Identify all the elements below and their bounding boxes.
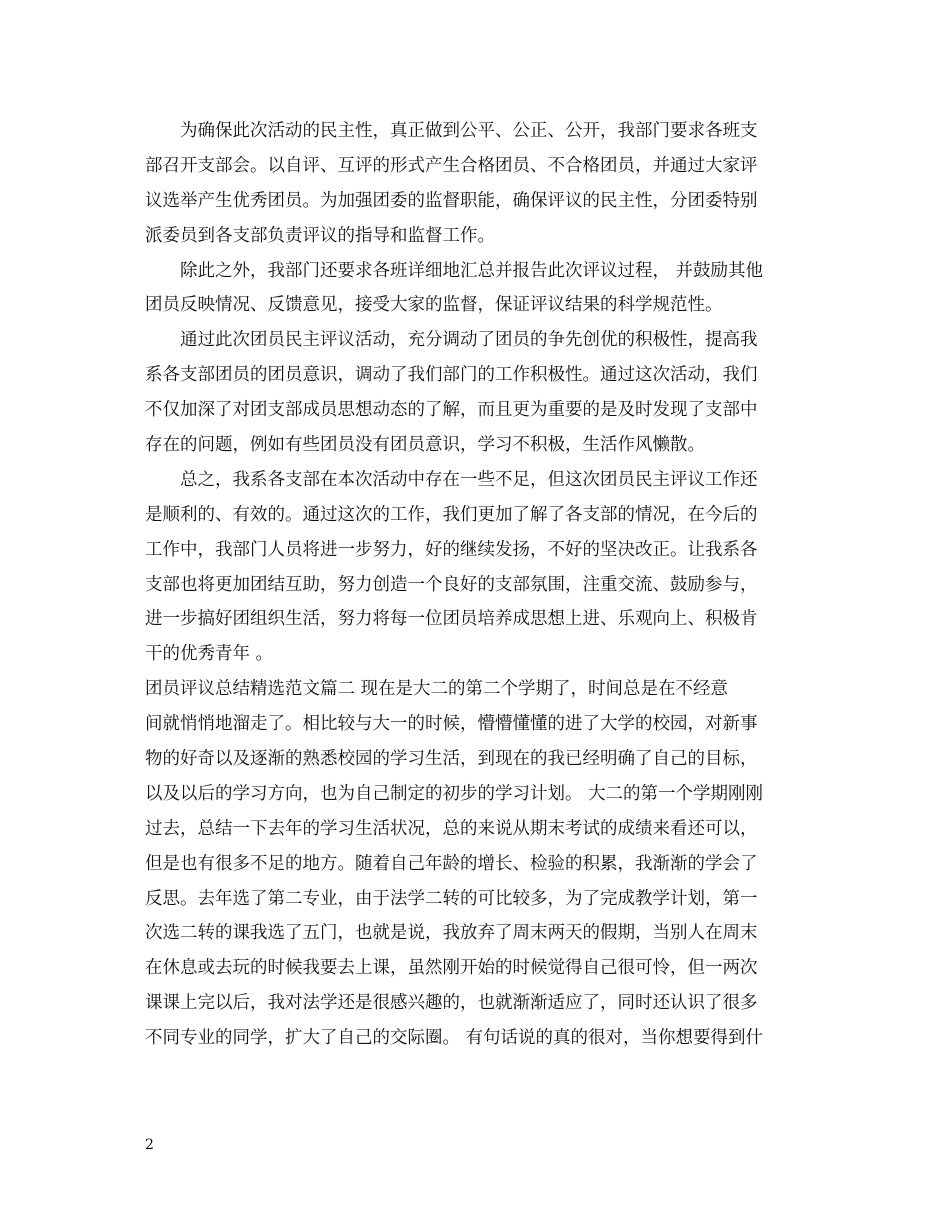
text-line-23: 反思。去年选了第二专业，由于法学二转的可比较多，为了完成教学计划，第一 (145, 888, 758, 909)
text-line-18: 间就悄悄地溜走了。相比较与大一的时候，懵懵懂懂的进了大学的校园，对新事 (145, 714, 758, 735)
text-line-11: 总之，我系各支部在本次活动中存在一些不足，但这次团员民主评议工作还 (180, 469, 758, 490)
text-line-2: 部召开支部会。以自评、互评的形式产生合格团员、不合格团员，并通过大家评 (145, 155, 758, 176)
text-line-27: 不同专业的同学，扩大了自己的交际圈。 有句话说的真的很对，当你想要得到什 (145, 1028, 764, 1049)
text-line-14: 支部也将更加团结互助，努力创造一个良好的支部氛围，注重交流、鼓励参与， (145, 574, 758, 595)
text-line-6: 团员反映情况、反馈意见，接受大家的监督，保证评议结果的科学规范性。 (145, 295, 723, 316)
text-line-12: 是顺利的、有效的。通过这次的工作，我们更加了解了各支部的情况，在今后的 (145, 504, 758, 525)
text-line-1: 为确保此次活动的民主性，真正做到公平、公正、公开，我部门要求各班支 (180, 121, 758, 141)
text-line-4: 派委员到各支部负责评议的指导和监督工作。 (145, 225, 495, 246)
text-line-21: 过去，总结一下去年的学习生活状况，总的来说从期末考试的成绩来看还可以， (145, 818, 758, 839)
text-line-26: 课课上完以后，我对法学还是很感兴趣的，也就渐渐适应了，同时还认识了很多 (145, 993, 758, 1014)
text-line-13: 工作中，我部门人员将进一步努力，好的继续发扬，不好的坚决改正。让我系各 (145, 539, 758, 560)
text-line-24: 次选二转的课我选了五门，也就是说，我放弃了周末两天的假期，当别人在周末 (145, 923, 758, 944)
text-line-10: 存在的问题，例如有些团员没有团员意识，学习不积极，生活作风懒散。 (145, 435, 705, 456)
text-line-7: 通过此次团员民主评议活动，充分调动了团员的争先创优的积极性，提高我 (180, 330, 758, 351)
text-line-3: 议选举产生优秀团员。为加强团委的监督职能，确保评议的民主性，分团委特别 (145, 190, 758, 211)
text-line-22: 但是也有很多不足的地方。随着自己年龄的增长、检验的积累，我渐渐的学会了 (145, 853, 758, 874)
text-line-16: 干的优秀青年 。 (145, 644, 274, 665)
text-line-15: 进一步搞好团组织生活，努力将每一位团员培养成思想上进、乐观向上、积极肯 (145, 609, 758, 630)
document-body (145, 114, 805, 1056)
text-line-25: 在休息或去玩的时候我要去上课，虽然刚开始的时候觉得自己很可怜，但一两次 (145, 958, 758, 979)
text-line-19: 物的好奇以及逐渐的熟悉校园的学习生活，到现在的我已经明确了自己的目标， (145, 749, 758, 770)
text-line-8: 系各支部团员的团员意识，调动了我们部门的工作积极性。通过这次活动，我们 (145, 365, 758, 386)
text-line-5: 除此之外，我部门还要求各班详细地汇总并报告此次评议过程， 并鼓励其他 (180, 260, 764, 281)
text-line-9: 不仅加深了对团支部成员思想动态的了解，而且更为重要的是及时发现了支部中 (145, 400, 758, 421)
text-line-20: 以及以后的学习方向，也为自己制定的初步的学习计划。 大二的第一个学期刚刚 (145, 783, 764, 804)
page-number: 2 (145, 1137, 154, 1153)
section-heading-line: 团员评议总结精选范文篇二 现在是大二的第二个学期了，时间总是在不经意 (145, 679, 729, 700)
